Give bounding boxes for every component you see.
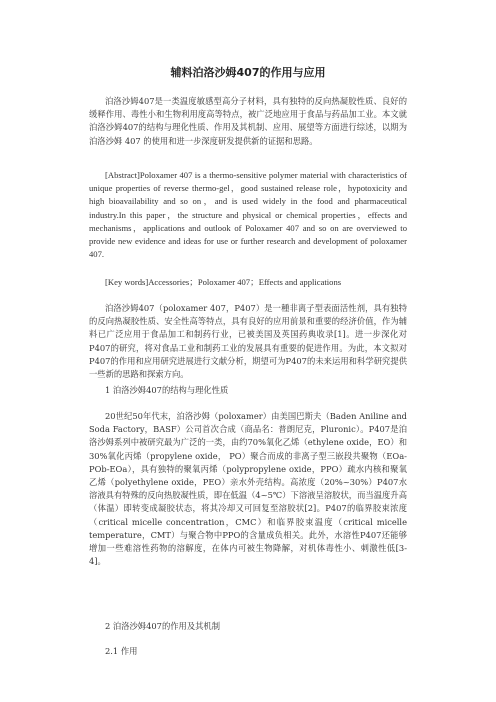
body-paragraph-1: 泊洛沙姆407（poloxamer 407，P407）是一種非离子型表面活性剂，具有独特的反向热凝胶性质、安全性高等特点，具有良好的应用前景和重要的经济价值，作为辅料已广泛应用于食品加工和制药行业，已被美国及英国药典收录[1]。进一步深化对P407的研究，将对食品工业和制药工业的发展具有重要的促进作用。为此，本文拟对P407的作用和应用研究进展进行文献分析，期望可为P407的未来运用和科学研究提供一些新的思路和探索方向。 — [89, 303, 407, 380]
keywords-block — [89, 276, 407, 289]
section-heading-3: 2.1 作用 — [105, 646, 138, 656]
intro-paragraph: 泊洛沙姆407是一类温度敏感型高分子材料，具有独特的反向热凝胶性质、良好的缓释作用、毒性小和生物利用度高等特点，被广泛地应用于食品与药品加工业。本文就泊洛沙姆407的结构与理化性质、作用及其机制、应用、展望等方面进行综述，以期为泊洛沙姆 407 的使用和进一步深度研发提供新的证据和思路。 — [89, 96, 407, 146]
para2-block — [89, 410, 407, 568]
keywords-line: [Key words]Accessories；Poloxamer 407；Effects and applications — [105, 277, 342, 287]
heading1-block — [89, 384, 407, 397]
document-title: 辅料泊洛沙姆407的作用与应用 — [170, 66, 326, 79]
intro-paragraph-block — [89, 95, 407, 148]
para1-block — [89, 302, 407, 381]
section-heading-1: 1 泊洛沙姆407的结构与理化性质 — [105, 385, 229, 395]
section-heading-2: 2 泊洛沙姆407的作用及其机制 — [105, 621, 221, 631]
heading2-block — [89, 620, 407, 633]
abstract-block — [89, 169, 407, 261]
heading3-block — [89, 645, 407, 658]
body-paragraph-2: 20世纪50年代末，泊洛沙姆（poloxamer）由美国巴斯夫（Baden Aniline and Soda Factory，BASF）公司首次合成（商品名：普朗尼克，Pluronic）。P407是泊洛沙姆系列中被研究最为广泛的一类，由约70%氧化乙烯（ethylene oxide，EO）和 30%氧化丙烯（propylene oxide， PO）聚合而成的非离子型三嵌段共聚物（EOa-POb-EOa），具有独特的聚氧丙烯（polypropylene oxide，PPO）疏水内核和聚氧乙烯（polyethylene oxide，PEO）亲水外壳结构。高浓度（20%~30%）P407水溶液具有特殊的反向热胶凝性质，即在低温（4~5℃）下溶液呈溶胶状，而当温度升高（体温）即转变成凝胶状态，将其冷却又可回复至溶胶状[2]。P407的临界胶束浓度（critical micelle concentration，CMC）和临界胶束温度（critical micelle temperature，CMT）与聚合物中PPO的含量成负相关。此外，水溶性P407还能够增加一些难溶性药物的溶解度，在体内可被生物降解，对机体毒性小、刺激性低[3-4]。 — [89, 411, 407, 567]
abstract-paragraph: [Abstract]Poloxamer 407 is a thermo-sensitive polymer material with characteristics of unique properties of reverse thermo-gel，good sustained release role，hypotoxicity and high bioavailability and so on，and is used widely in the food and pharmaceutical industry.In this paper，the structure and physical or chemical properties，effects and mechanisms，applications and outlook of Poloxamer 407 and so on are overviewed to provide new evidence and ideas for use or further research and development of poloxamer 407. — [89, 170, 407, 260]
